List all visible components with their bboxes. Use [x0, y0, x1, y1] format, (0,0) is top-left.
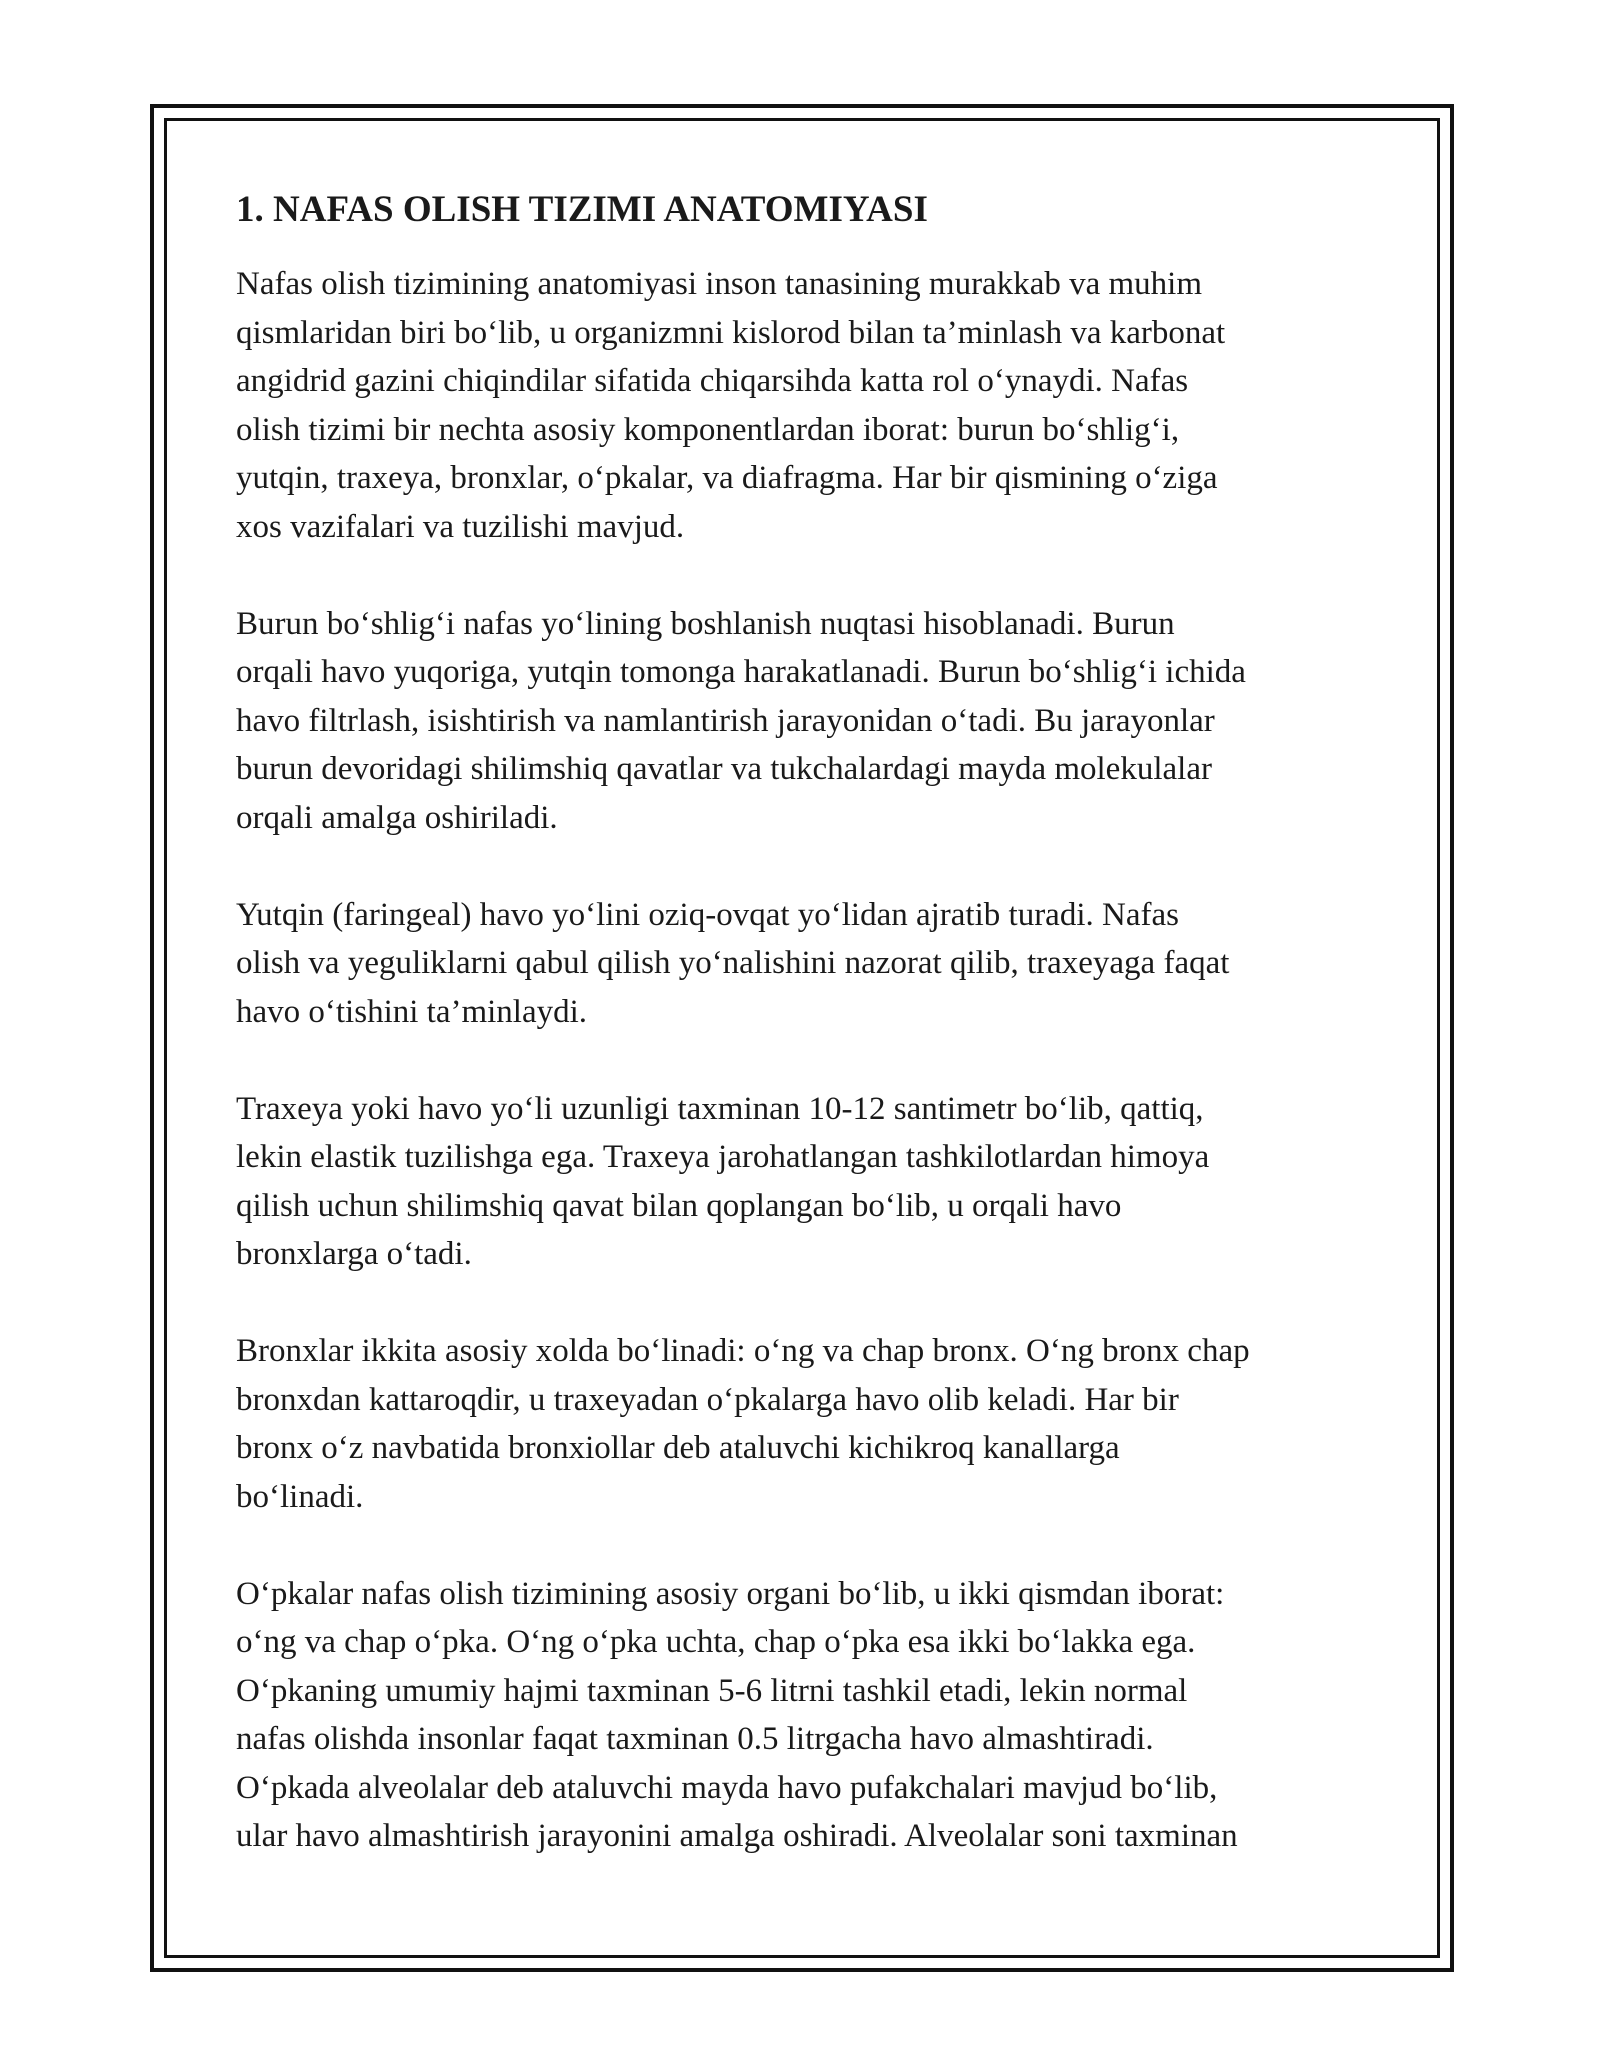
paragraph-bronchi — [236, 1327, 1376, 1521]
text-line: O‘pkalar nafas olish tizimining asosiy organi bo‘lib, u ikki qismdan iborat: — [236, 1575, 1225, 1612]
text-line: lekin elastik tuzilishga ega. Traxeya jarohatlangan tashkilotlardan himoya — [236, 1139, 1210, 1175]
text-line: angidrid gazini chiqindilar sifatida chiqarsihda katta rol o‘ynaydi. Nafas — [236, 363, 1189, 399]
text-line: ular havo almashtirish jarayonini amalga oshiradi. Alveolalar soni taxminan — [236, 1818, 1238, 1854]
text-line: bronxlarga o‘tadi. — [236, 1236, 472, 1272]
text-line: bronxdan kattaroqdir, u traxeyadan o‘pkalarga havo olib keladi. Har bir — [236, 1381, 1179, 1418]
text-line: Burun bo‘shlig‘i nafas yo‘lining boshlanish nuqtasi hisoblanadi. Burun — [236, 605, 1175, 642]
paragraph-intro — [236, 260, 1376, 551]
section-title: 1. NAFAS OLISH TIZIMI ANATOMIYASI — [236, 189, 928, 230]
text-line: havo filtrlash, isishtirish va namlantirish jarayonidan o‘tadi. Bu jarayonlar — [236, 702, 1215, 739]
text-line: burun devoridagi shilimshiq qavatlar va tukchalardagi mayda molekulalar — [236, 751, 1212, 787]
text-line: o‘ng va chap o‘pka. O‘ng o‘pka uchta, chap o‘pka esa ikki bo‘lakka ega. — [236, 1624, 1196, 1660]
text-line: xos vazifalari va tuzilishi mavjud. — [236, 508, 685, 545]
paragraph-lungs — [236, 1570, 1376, 1861]
text-line: olish va yeguliklarni qabul qilish yo‘nalishini nazorat qilib, traxeyaga faqat — [236, 945, 1230, 981]
text-line: havo o‘tishini ta’minlaydi. — [236, 993, 588, 1030]
text-line: Nafas olish tizimining anatomiyasi inson tanasining murakkab va muhim — [236, 266, 1203, 302]
text-line: orqali amalga oshiriladi. — [236, 799, 558, 836]
text-line: nafas olishda insonlar faqat taxminan 0.5 litrgacha havo almashtiradi. — [236, 1721, 1154, 1757]
text-line: Traxeya yoki havo yo‘li uzunligi taxminan 10-12 santimetr bo‘lib, qattiq, — [236, 1090, 1204, 1127]
text-line: qismlaridan biri bo‘lib, u organizmni kislorod bilan ta’minlash va karbonat — [236, 314, 1226, 351]
paragraph-trachea — [236, 1085, 1376, 1279]
text-line: orqali havo yuqoriga, yutqin tomonga harakatlanadi. Burun bo‘shlig‘i ichida — [236, 654, 1246, 690]
paragraph-pharynx — [236, 891, 1376, 1037]
text-line: O‘pkada alveolalar deb ataluvchi mayda havo pufakchalari mavjud bo‘lib, — [236, 1769, 1218, 1806]
text-line: Yutqin (faringeal) havo yo‘lini oziq-ovqat yo‘lidan ajratib turadi. Nafas — [236, 896, 1179, 933]
text-line: olish tizimi bir nechta asosiy komponentlardan iborat: burun bo‘shlig‘i, — [236, 411, 1180, 448]
text-line: yutqin, traxeya, bronxlar, o‘pkalar, va diafragma. Har bir qismining o‘ziga — [236, 460, 1218, 496]
text-line: qilish uchun shilimshiq qavat bilan qoplangan bo‘lib, u orqali havo — [236, 1187, 1122, 1224]
text-line: Bronxlar ikkita asosiy xolda bo‘linadi: o‘ng va chap bronx. O‘ng bronx chap — [236, 1333, 1250, 1369]
paragraph-nasal-cavity — [236, 600, 1376, 843]
text-line: bronx o‘z navbatida bronxiollar deb ataluvchi kichikroq kanallarga — [236, 1430, 1120, 1466]
text-line: O‘pkaning umumiy hajmi taxminan 5-6 litrni tashkil etadi, lekin normal — [236, 1672, 1188, 1709]
document-body — [236, 186, 1376, 1909]
text-line: bo‘linadi. — [236, 1478, 364, 1515]
